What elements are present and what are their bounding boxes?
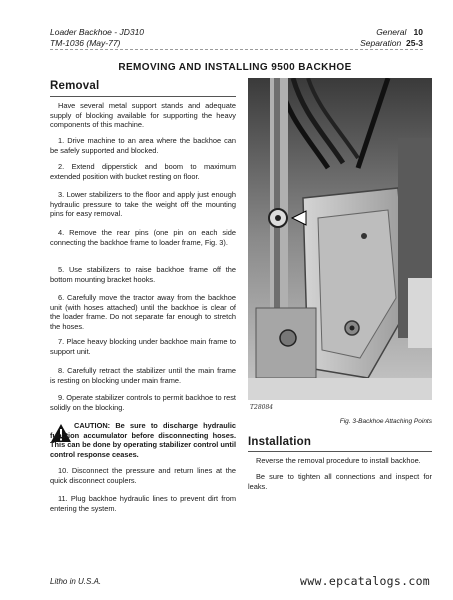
- header-right: [283, 27, 423, 49]
- step-5: 5. Use stabilizers to raise backhoe frame off the bottom mounting bracket hooks.: [50, 265, 236, 284]
- step-4: 4. Remove the rear pins (one pin on each side connecting the backhoe frame to loader frame, Fig. 3).: [50, 228, 236, 247]
- section-number: 10: [413, 27, 423, 37]
- caution-text: CAUTION: Be sure to discharge hydraulic function accumulator before disconnecting hoses. This can be done by operating stabilizer control until control response ceases.: [50, 421, 236, 459]
- group-label: Separation: [360, 38, 402, 48]
- intro-paragraph: Have several metal support stands and adequate supply of blocking available for supporting the heavy components of this machine.: [50, 101, 236, 130]
- litho-note: Litho in U.S.A.: [50, 577, 102, 586]
- step-10: 10. Disconnect the pressure and return lines at the quick disconnect couplers.: [50, 466, 236, 485]
- step-3: 3. Lower stabilizers to the floor and apply just enough hydraulic pressure to take the weight off the mounting pins for easy removal.: [50, 190, 236, 219]
- page-number: 25-3: [405, 38, 423, 48]
- step-2: 2. Extend dipperstick and boom to maximum extended position with bucket resting on floor.: [50, 162, 236, 181]
- step-8: 8. Carefully retract the stabilizer until the main frame is resting on blocking under main frame.: [50, 366, 236, 385]
- removal-rule: [50, 96, 236, 97]
- step-6: 6. Carefully move the tractor away from the backhoe unit (with hoses attached) until the backhoe is clear of the loader frame. Do not separate far enough to stretch the hoses.: [50, 293, 236, 331]
- watermark: www.epcatalogs.com: [300, 574, 431, 588]
- installation-heading: Installation: [248, 436, 312, 448]
- installation-rule: [248, 451, 432, 452]
- install-step-1: Reverse the removal procedure to install backhoe.: [256, 456, 421, 465]
- step-9: 9. Operate stabilizer controls to permit backhoe to rest solidly on the blocking.: [50, 393, 236, 412]
- page-title: REMOVING AND INSTALLING 9500 BACKHOE: [118, 62, 352, 73]
- figure-caption: Fig. 3-Backhoe Attaching Points: [339, 418, 432, 425]
- backhoe-photo: [248, 78, 432, 400]
- step-11: 11. Plug backhoe hydraulic lines to prevent dirt from entering the system.: [50, 494, 236, 513]
- manual-number: TM-1036 (May-77): [50, 38, 121, 48]
- install-step-2: Be sure to tighten all connections and inspect for leaks.: [248, 472, 432, 491]
- photo-id: T28084: [250, 404, 274, 411]
- manual-title: Loader Backhoe - JD310: [50, 27, 145, 37]
- header-left: [50, 27, 250, 49]
- removal-heading: Removal: [50, 80, 100, 92]
- step-7: 7. Place heavy blocking under backhoe main frame to support unit.: [50, 337, 236, 356]
- section-label: General: [376, 27, 407, 37]
- step-1: 1. Drive machine to an area where the backhoe can be safely supported and blocked.: [50, 136, 236, 155]
- header-rule: [50, 49, 423, 50]
